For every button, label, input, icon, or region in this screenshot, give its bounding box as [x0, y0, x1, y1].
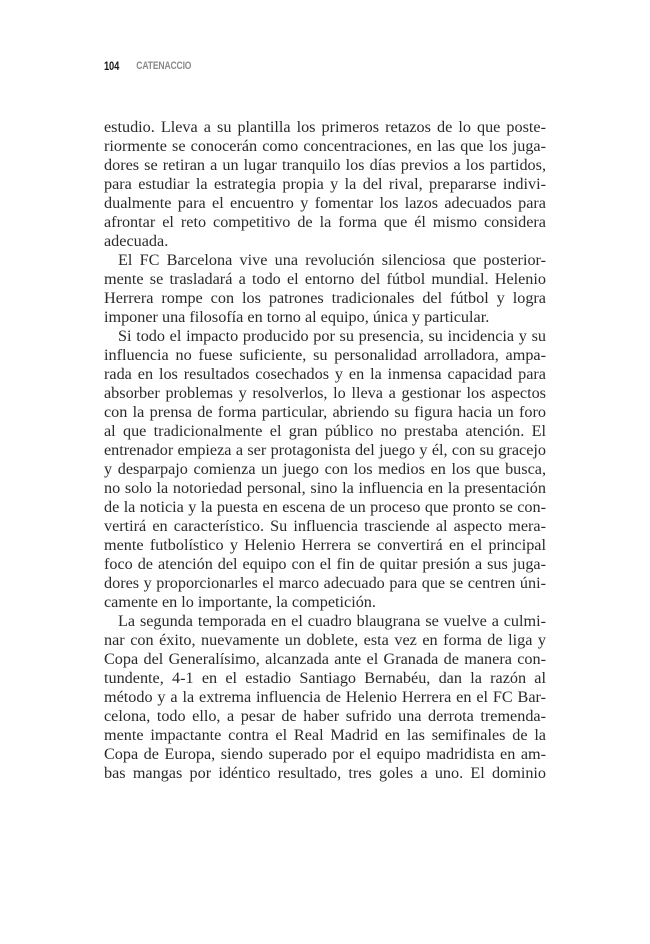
paragraph: [104, 118, 546, 251]
text-line: no solo la notoriedad personal, sino la influencia en la presentación: [104, 479, 546, 497]
text-line: de la noticia y la puesta en escena de un proceso que pronto se con-: [104, 498, 546, 516]
text-line: celona, todo ello, a pesar de haber sufrido una derrota tremenda-: [104, 707, 546, 725]
text-line: Copa del Generalísimo, alcanzada ante el Granada de manera con-: [104, 650, 546, 668]
text-line: y desparpajo comienza un juego con los medios en los que busca,: [104, 460, 546, 478]
text-line: para estudiar la estrategia propia y la del rival, prepararse indivi-: [104, 175, 546, 193]
text-line: bas mangas por idéntico resultado, tres goles a uno. El dominio: [104, 764, 546, 782]
text-line: nar con éxito, nuevamente un doblete, esta vez en forma de liga y: [104, 631, 546, 649]
text-line: influencia no fuese suficiente, su personalidad arrolladora, ampa-: [104, 346, 546, 364]
text-line: Copa de Europa, siendo superado por el equipo madridista en am-: [104, 745, 546, 763]
text-line: dores se retiran a un lugar tranquilo los días previos a los partidos,: [104, 156, 546, 174]
text-line: adecuada.: [104, 232, 169, 250]
text-line: dualmente para el encuentro y fomentar los lazos adecuados para: [104, 194, 546, 212]
text-line: riormente se conocerán como concentraciones, en las que los juga-: [104, 137, 546, 155]
text-line: La segunda temporada en el cuadro blaugrana se vuelve a culmi-: [118, 612, 546, 630]
text-line: mente se trasladará a todo el entorno del fútbol mundial. Helenio: [104, 270, 546, 288]
text-line: al que tradicionalmente el gran público no prestaba atención. El: [104, 422, 546, 440]
text-line: El FC Barcelona vive una revolución silenciosa que posterior-: [118, 251, 546, 269]
text-line: Herrera rompe con los patrones tradicionales del fútbol y logra: [104, 289, 546, 307]
body-text: [104, 118, 546, 783]
text-line: método y a la extrema influencia de Helenio Herrera en el FC Bar-: [104, 688, 546, 706]
text-line: Si todo el impacto producido por su presencia, su incidencia y su: [118, 327, 546, 345]
paragraph: [104, 612, 546, 783]
text-line: entrenador empieza a ser protagonista del juego y él, con su gracejo: [104, 441, 546, 459]
text-line: vertirá en característico. Su influencia trasciende al aspecto mera-: [104, 517, 546, 535]
text-line: dores y proporcionarles el marco adecuado para que se centren úni-: [104, 574, 546, 592]
paragraph: [104, 251, 546, 327]
text-line: con la prensa de forma particular, abriendo su figura hacia un foro: [104, 403, 546, 421]
text-line: camente en lo importante, la competición.: [104, 593, 376, 611]
book-title: CATENACCIO: [136, 60, 192, 72]
running-head: [104, 58, 191, 74]
page-number: 104: [104, 59, 120, 73]
text-line: imponer una filosofía en torno al equipo, única y particular.: [104, 308, 490, 326]
paragraph: [104, 327, 546, 612]
text-line: mente futbolístico y Helenio Herrera se convertirá en el principal: [104, 536, 546, 554]
text-line: tundente, 4-1 en el estadio Santiago Bernabéu, dan la razón al: [104, 669, 546, 687]
text-line: absorber problemas y resolverlos, lo lleva a gestionar los aspectos: [104, 384, 546, 402]
text-line: foco de atención del equipo con el fin de quitar presión a sus juga-: [104, 555, 546, 573]
text-line: afrontar el reto competitivo de la forma que él mismo considera: [104, 213, 546, 231]
text-line: estudio. Lleva a su plantilla los primeros retazos de lo que poste-: [104, 118, 546, 136]
text-line: mente impactante contra el Real Madrid en las semifinales de la: [104, 726, 546, 744]
text-line: rada en los resultados cosechados y en la inmensa capacidad para: [104, 365, 546, 383]
